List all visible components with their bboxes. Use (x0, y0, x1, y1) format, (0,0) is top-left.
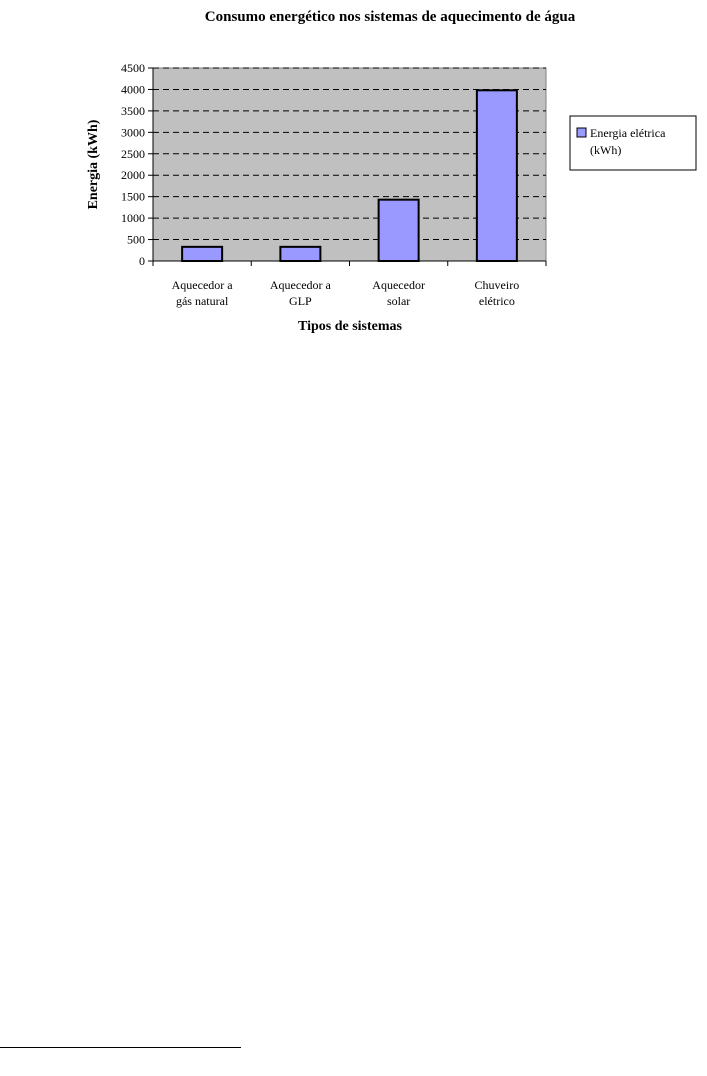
y-tick-label: 0 (139, 254, 145, 268)
y-tick-label: 4000 (121, 82, 145, 97)
x-tick-label: Aquecedor (372, 278, 425, 292)
x-tick-label: gás natural (175, 294, 229, 308)
legend-box (570, 116, 696, 170)
chart-title: Consumo energético nos sistemas de aquecimento de água (204, 9, 576, 25)
x-tick-label: GLP (289, 294, 312, 308)
bar (477, 90, 517, 261)
bar (182, 247, 222, 261)
chart (0, 0, 707, 345)
y-tick-label: 3500 (121, 103, 145, 118)
x-tick-label: solar (386, 294, 411, 308)
bar (280, 247, 320, 261)
x-axis-title: Tipos de sistemas (298, 319, 402, 334)
legend-swatch (577, 128, 586, 137)
bar (379, 200, 419, 261)
y-tick-label: 1500 (121, 189, 145, 204)
x-tick-label: Chuveiro (474, 278, 520, 292)
y-tick-label: 2500 (121, 146, 145, 161)
y-tick-label: 2000 (121, 168, 145, 183)
y-tick-label: 3000 (121, 125, 145, 140)
legend-label: (kWh) (590, 143, 622, 157)
x-tick-label: elétrico (478, 294, 515, 308)
y-axis-title: Energia (kWh) (86, 119, 101, 210)
y-tick-label: 4500 (121, 61, 145, 75)
x-tick-label: Aquecedor a (171, 278, 233, 292)
legend-label: Energia elétrica (590, 126, 666, 140)
y-tick-label: 500 (127, 232, 145, 247)
x-tick-label: Aquecedor a (269, 278, 331, 292)
footnote-rule (0, 1047, 241, 1048)
y-tick-label: 1000 (121, 211, 145, 226)
